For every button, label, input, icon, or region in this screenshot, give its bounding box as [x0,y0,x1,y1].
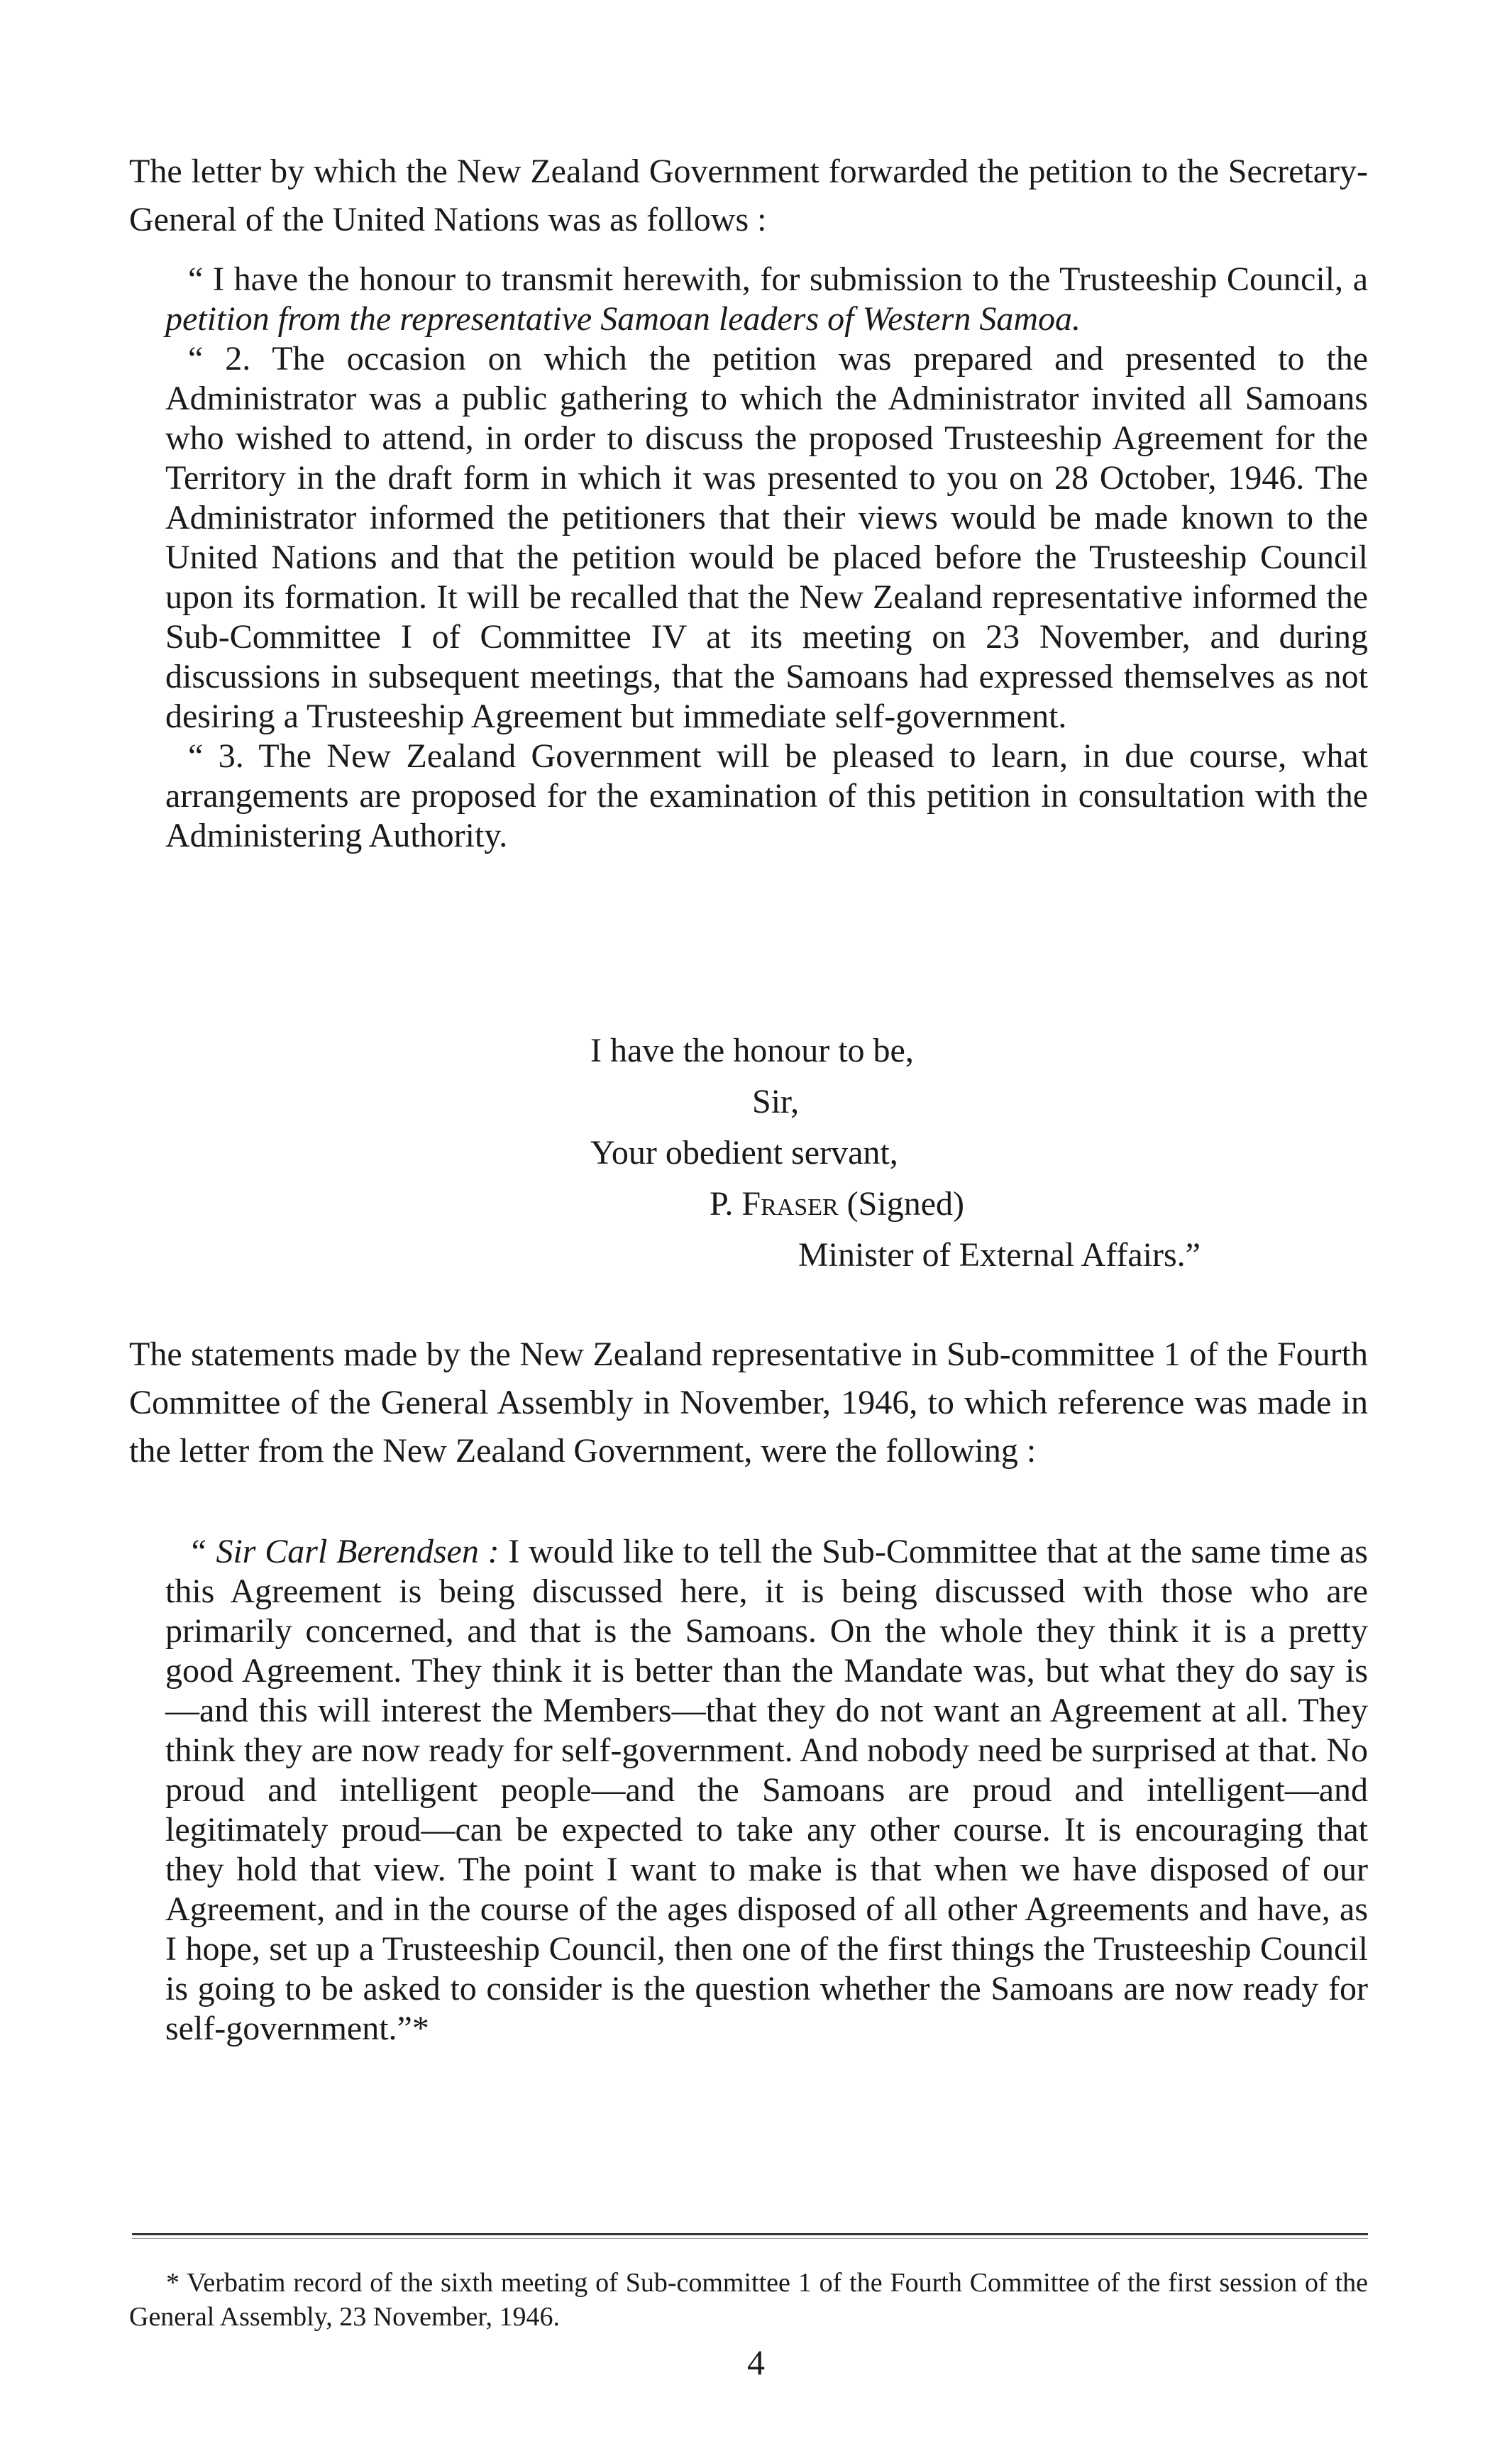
letter-paragraph-1 [165,260,1368,339]
letter-quote [165,260,1368,856]
letter-paragraph-1-text: “ I have the honour to transmit herewith, for submission to the Trusteeship Council, a [188,260,1368,298]
signatory-surname: Fraser [741,1185,839,1223]
statement-text: I would like to tell the Sub-Committee that at the same time as this Agreement is being discussed here, it is being discussed with those who are primarily concerned, and that is the Samoans. On the whole they think it is a pretty good Agreement. They think it is better than the Mandate was, but what they do say is—and this will interest the Members—that they do not want an Agreement at all. They think they are now ready for self-government. And nobody need be surprised at that. No proud and intelligent people—and the Samoans are proud and intelligent—and legitimately proud—can be expected to take any other course. It is encouraging that they hold that view. The point I want to make is that when we have disposed of our Agreement, and in the course of the ages disposed of all other Agreements and have, as I hope, set up a Trusteeship Council, then one of the first things the Trusteeship Council is going to be asked to consider is the question whether the Samoans are now ready for self-government.”* [165,1533,1368,2047]
intro-paragraph-statements: The statements made by the New Zealand representative in Sub-committee 1 of the Fourth Committee of the General Assembly in November, 1946, to which reference was made in the letter from the New Zealand Government, were the following : [129,1335,1368,1470]
footnote-divider [132,2233,1368,2235]
footnote-divider-secondary [132,2238,1368,2239]
signatory-title: Minister of External Affairs.” [798,1236,1201,1274]
intro-paragraph-letter: The letter by which the New Zealand Government forwarded the petition to the Secretary-General of the United Nations was as follows : [129,153,1368,238]
page-number: 4 [747,2342,765,2382]
letter-paragraph-2: “ 2. The occasion on which the petition was prepared and presented to the Administrator was a public gathering to which the Administrator invited all Samoans who wished to attend, in order to discuss the proposed Trusteeship Agreement for the Territory in the draft form in which it was presented to you on 28 October, 1946. The Administrator informed the petitioners that their views would be made known to the United Nations and that the petition would be placed before the Trusteeship Council upon its formation. It will be recalled that the New Zealand representative informed the Sub-Committee I of Committee IV at its meeting on 23 November, and during discussions in subsequent meetings, that the Samoans had expressed themselves as not desiring a Trusteeship Agreement but immediate self-government. [165,340,1368,735]
letter-closing: I have the honour to be, [590,1032,914,1069]
statement-quote [165,1532,1368,2049]
signatory-initial: P. [710,1185,742,1223]
letter-paragraph-3: “ 3. The New Zealand Government will be pleased to learn, in due course, what arrangements are proposed for the examination of this petition in consultation with the Administering Authority. [165,737,1368,854]
letter-signatory [710,1184,964,1224]
signed-note: (Signed) [838,1185,964,1223]
petition-title-italic: petition from the representative Samoan leaders of Western Samoa. [165,300,1081,338]
footnote: * Verbatim record of the sixth meeting of Sub-committee 1 of the Fourth Committee of the first session of the General Assembly, 23 November, 1946. [129,2268,1368,2332]
statement-paragraph [165,1532,1368,2049]
letter-salutation: Sir, [752,1083,800,1120]
letter-servant: Your obedient servant, [590,1134,898,1172]
speaker-name: “ Sir Carl Berendsen : [188,1533,500,1570]
